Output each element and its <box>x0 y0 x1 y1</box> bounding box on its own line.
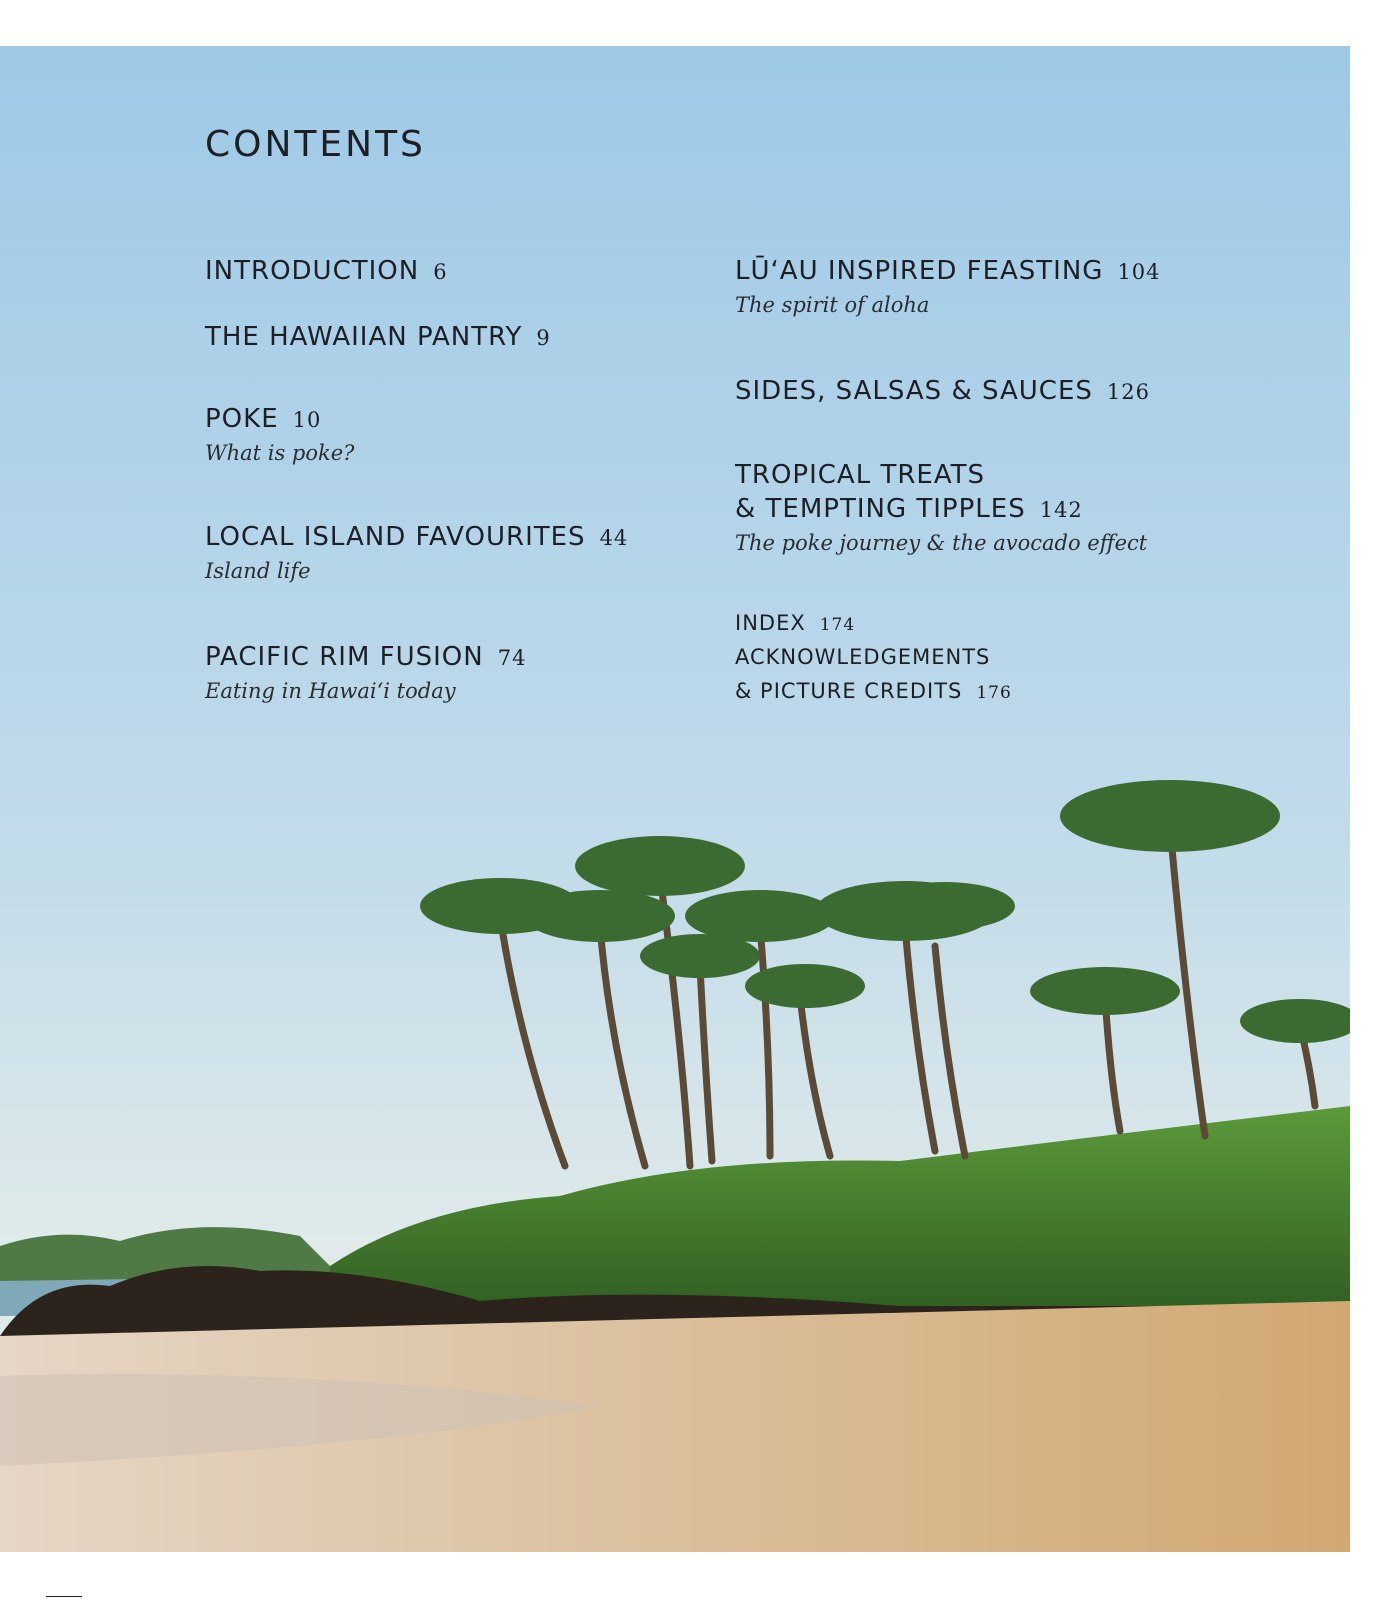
toc-entry-picture-credits[interactable] <box>735 674 1012 708</box>
toc-entry-title: LŪ‘AU INSPIRED FEASTING <box>735 256 1104 286</box>
toc-entry-poke[interactable] <box>205 402 354 468</box>
toc-entry-page: 10 <box>292 408 322 432</box>
toc-entry-title: INTRODUCTION <box>205 256 420 286</box>
toc-entry-page: 104 <box>1117 260 1161 284</box>
toc-entry-subtitle: Eating in Hawai‘i today <box>205 679 456 703</box>
toc-entry-index[interactable] <box>735 606 855 640</box>
toc-entry-page: 6 <box>433 260 448 284</box>
toc-entry-local-island-favourites[interactable] <box>205 520 628 586</box>
toc-entry-title: & TEMPTING TIPPLES <box>735 494 1026 524</box>
toc-entry-subtitle: What is poke? <box>205 441 355 465</box>
toc-entry-subtitle: The spirit of aloha <box>735 293 930 317</box>
toc-entry-sides-salsas-sauces[interactable] <box>735 374 1150 408</box>
toc-entry-page: 174 <box>819 615 856 635</box>
toc-entry-title: & PICTURE CREDITS <box>735 679 963 703</box>
toc-entry-page: 126 <box>1106 380 1150 404</box>
contents-title: CONTENTS <box>205 124 426 165</box>
toc-entry-title: SIDES, SALSAS & SAUCES <box>735 376 1093 406</box>
toc-entry-subtitle: The poke journey & the avocado effect <box>735 531 1148 555</box>
toc-entry-title: LOCAL ISLAND FAVOURITES <box>205 522 586 552</box>
toc-entry-title: PACIFIC RIM FUSION <box>205 642 484 672</box>
toc-entry-subtitle: Island life <box>205 559 311 583</box>
toc-entry-pacific-rim-fusion[interactable] <box>205 640 526 706</box>
toc-entry-title: ACKNOWLEDGEMENTS <box>735 645 991 669</box>
toc-entry-page: 74 <box>497 646 527 670</box>
toc-entry-page: 176 <box>976 683 1012 703</box>
toc-entry-acknowledgements[interactable] <box>735 640 990 674</box>
toc-entry-introduction[interactable] <box>205 254 448 288</box>
toc-entry-luau-inspired-feasting[interactable] <box>735 254 1161 320</box>
toc-entry-page: 142 <box>1039 498 1083 522</box>
toc-entry-hawaiian-pantry[interactable] <box>205 320 551 354</box>
toc-entry-title-line1: TROPICAL TREATS <box>735 460 985 490</box>
toc-entry-page: 44 <box>599 526 629 550</box>
page-footer-rule <box>46 1596 82 1597</box>
toc-entry-title: POKE <box>205 404 279 434</box>
toc-entry-page: 9 <box>536 326 551 350</box>
toc-entry-title: INDEX <box>735 611 806 635</box>
toc-entry-tropical-treats[interactable] <box>735 458 1147 558</box>
toc-entry-title: THE HAWAIIAN PANTRY <box>205 322 523 352</box>
